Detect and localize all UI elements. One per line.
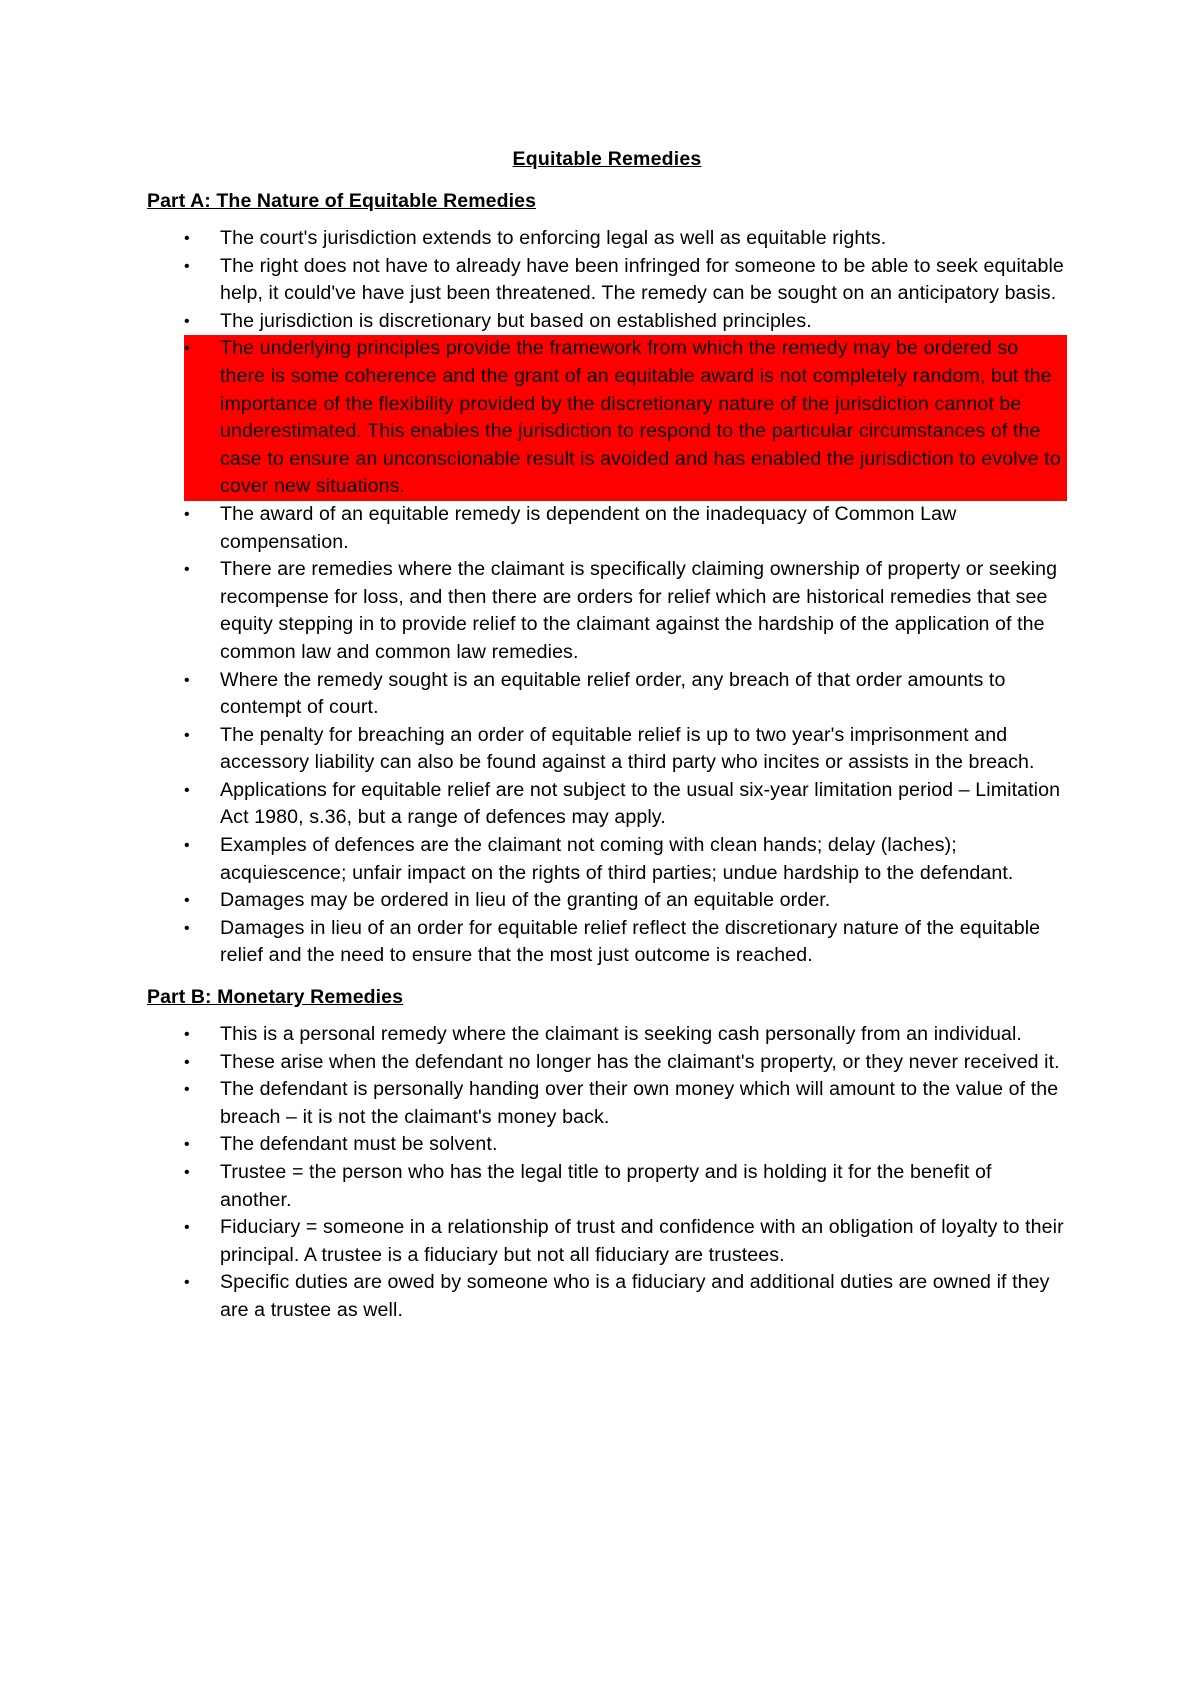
list-item-text: Applications for equitable relief are not subject to the usual six-year limitation period – Limitation Act 1980, s.36, but a range of defences may apply. — [220, 778, 1061, 829]
bullet-icon: • — [184, 1026, 190, 1044]
list-item — [147, 1021, 1067, 1049]
highlighted-list-item — [147, 335, 1067, 501]
list-item-text: Examples of defences are the claimant not coming with clean hands; delay (laches); acquiescence; unfair impact on the rights of third parties; undue hardship to the defendant. — [220, 834, 1014, 884]
list-item — [147, 667, 1067, 722]
list-item — [147, 556, 1067, 666]
bullet-icon: • — [184, 257, 190, 275]
bullet-icon: • — [184, 340, 190, 358]
list-item-text: The defendant is personally handing over their own money which will amount to the value of the breach – it is not the claimant's money back. — [220, 1078, 1059, 1128]
list-item — [147, 1049, 1067, 1077]
list-item — [147, 777, 1067, 832]
bullet-icon: • — [184, 312, 190, 330]
list-item-text: Damages in lieu of an order for equitable relief reflect the discretionary nature of the equitable relief and the need to ensure that the most just outcome is reached. — [220, 916, 1041, 967]
list-item-text: The jurisdiction is discretionary but based on established principles. — [220, 309, 812, 332]
list-item — [147, 832, 1067, 887]
highlight-block — [184, 335, 1067, 501]
bullet-icon: • — [184, 1081, 190, 1099]
bullet-icon: • — [184, 671, 190, 689]
list-item-text: The defendant must be solvent. — [220, 1133, 498, 1156]
bullet-icon: • — [184, 781, 190, 799]
part-b-list — [147, 1021, 1067, 1325]
bullet-icon: • — [184, 892, 190, 910]
list-item-text: These arise when the defendant no longer has the claimant's property, or they never received it. — [220, 1050, 1060, 1073]
list-item — [147, 253, 1067, 308]
part-a-list — [147, 225, 1067, 970]
list-item — [147, 1269, 1067, 1324]
document-body — [147, 145, 1067, 1325]
document-title: Equitable Remedies — [512, 148, 702, 170]
list-item — [147, 501, 1067, 556]
list-item-text: The right does not have to already have been infringed for someone to be able to seek equitable help, it could've have just been threatened. The remedy can be sought on an anticipatory basis. — [220, 254, 1064, 305]
list-item — [147, 722, 1067, 777]
bullet-icon: • — [184, 1164, 190, 1181]
list-item-text: There are remedies where the claimant is specifically claiming ownership of property or seeking recompense for loss, and then there are orders for relief which are historical remedies that see equity stepping in to provide relief to the claimant against the hardship of the application of the common law and common law remedies. — [220, 558, 1058, 663]
list-item-text: Fiduciary = someone in a relationship of trust and confidence with an obligation of loyalty to their principal. A trustee is a fiduciary but not all fiduciary are trustees. — [220, 1216, 1064, 1266]
part-a-heading: Part A: The Nature of Equitable Remedies — [147, 190, 537, 212]
bullet-icon: • — [184, 837, 190, 855]
list-item-text: Where the remedy sought is an equitable relief order, any breach of that order amounts to contempt of court. — [220, 668, 1006, 719]
list-item — [147, 887, 1067, 915]
bullet-icon: • — [184, 1053, 190, 1071]
list-item — [147, 1076, 1067, 1131]
bullet-icon: • — [184, 1219, 190, 1237]
list-item — [147, 1131, 1067, 1159]
list-item — [147, 225, 1067, 253]
list-item — [147, 915, 1067, 970]
list-item-text: Trustee = the person who has the legal title to property and is holding it for the benefit of another. — [220, 1161, 992, 1211]
bullet-icon: • — [184, 1136, 190, 1154]
bullet-icon: • — [184, 1274, 190, 1292]
bullet-icon: • — [184, 726, 190, 744]
bullet-icon: • — [184, 561, 190, 579]
list-item-text: The award of an equitable remedy is dependent on the inadequacy of Common Law compensation. — [220, 502, 957, 553]
bullet-icon: • — [184, 230, 190, 247]
list-item-text: Specific duties are owed by someone who is a fiduciary and additional duties are owned if they are a trustee as well. — [220, 1271, 1050, 1321]
list-item-text: Damages may be ordered in lieu of the granting of an equitable order. — [220, 889, 831, 912]
list-item — [147, 1214, 1067, 1269]
list-item-text: The court's jurisdiction extends to enforcing legal as well as equitable rights. — [220, 227, 887, 249]
part-b-heading: Part B: Monetary Remedies — [147, 986, 404, 1009]
list-item-text: This is a personal remedy where the claimant is seeking cash personally from an individual. — [220, 1023, 1022, 1046]
bullet-icon: • — [184, 505, 190, 523]
list-item — [147, 308, 1067, 336]
list-item — [147, 1159, 1067, 1214]
list-item-text: The penalty for breaching an order of equitable relief is up to two year's imprisonment and accessory liability can also be found against a third party who incites or assists in the breach. — [220, 723, 1035, 774]
bullet-icon: • — [184, 919, 190, 937]
list-item-text: The underlying principles provide the framework from which the remedy may be ordered so there is some coherence and the grant of an equitable award is not completely random, but the importance of the flexibility provided by the discretionary nature of the jurisdiction cannot be underestimated. This enables the jurisdiction to respond to the particular circumstances of the case to ensure an unconscionable result is avoided and has enabled the jurisdiction to evolve to cover new situations. — [220, 337, 1061, 498]
